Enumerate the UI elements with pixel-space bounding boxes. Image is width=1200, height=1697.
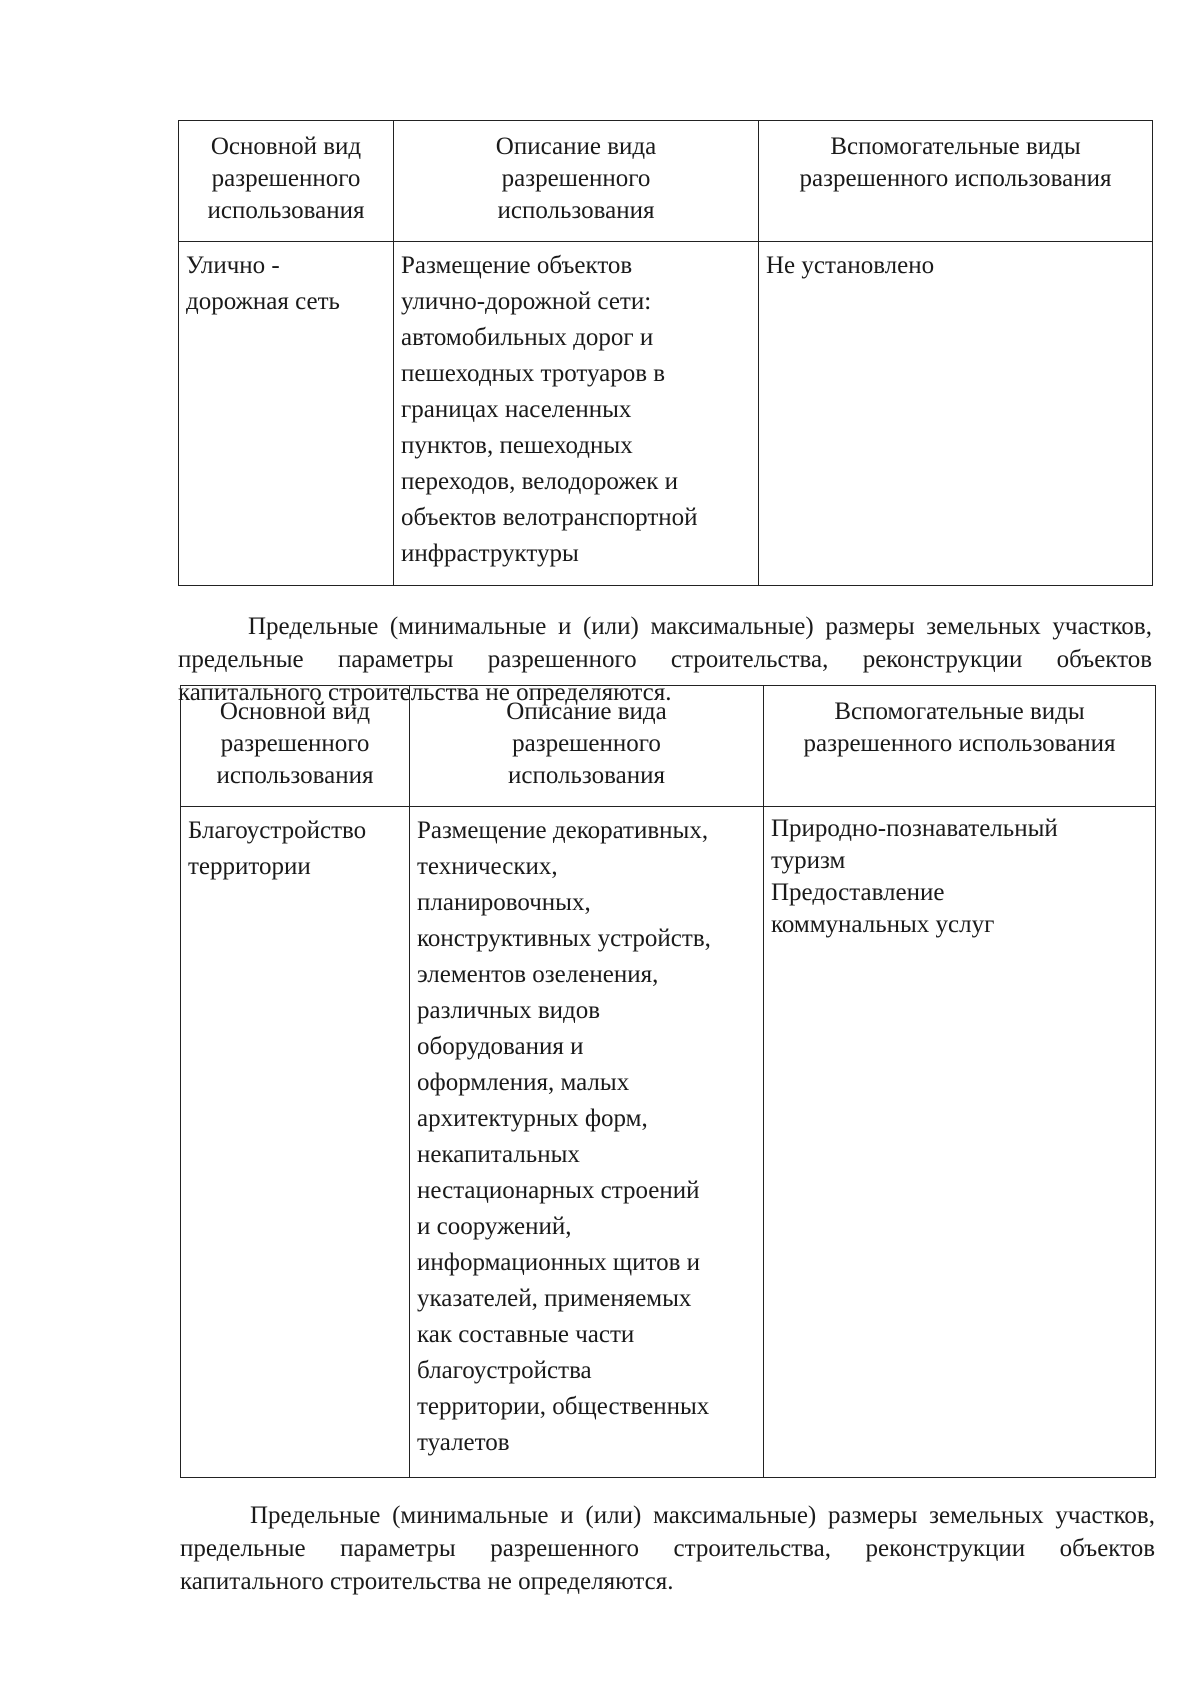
- table-row: [179, 242, 1153, 586]
- cell-description: Размещение декоративных, технических, планировочных, конструктивных устройств, элементов озеленения, различных видов оборудования и оформления, малых архитектурных форм, некапитальных нестационарных строений и сооружений, информационных щитов и указателей, применяемых как составные части благоустройства территории, общественных туалетов: [410, 807, 764, 1478]
- header-main-use: Основной вид разрешенного использования: [181, 686, 410, 807]
- cell-auxiliary-uses: Не установлено: [759, 242, 1153, 586]
- cell-main-use: Улично - дорожная сеть: [179, 242, 394, 586]
- limits-paragraph-2: Предельные (минимальные и (или) максимальные) размеры земельных участков, предельные параметры разрешенного строительства, реконструкции объектов капитального строительства не определяются.: [180, 1502, 1155, 1595]
- table-header-row: [179, 121, 1153, 242]
- header-auxiliary-uses: Вспомогательные виды разрешенного использования: [764, 686, 1156, 807]
- header-auxiliary-uses: Вспомогательные виды разрешенного использования: [759, 121, 1153, 242]
- table-row: [181, 807, 1156, 1478]
- header-description: Описание вида разрешенного использования: [394, 121, 759, 242]
- limits-paragraph-1: Предельные (минимальные и (или) максимальные) размеры земельных участков, предельные параметры разрешенного строительства, реконструкции объектов капитального строительства не определяются.: [178, 613, 1152, 706]
- cell-main-use: Благоустройство территории: [181, 807, 410, 1478]
- cell-auxiliary-uses: Природно-познавательный туризм Предоставление коммунальных услуг: [764, 807, 1156, 1478]
- land-use-table-2: [180, 685, 1156, 1478]
- cell-description: Размещение объектов улично-дорожной сети: автомобильных дорог и пешеходных тротуаров в границах населенных пунктов, пешеходных переходов, велодорожек и объектов велотранспортной инфраструктуры: [394, 242, 759, 586]
- header-description: Описание вида разрешенного использования: [410, 686, 764, 807]
- land-use-table-1: [178, 120, 1153, 586]
- header-main-use: Основной вид разрешенного использования: [179, 121, 394, 242]
- table-header-row: [181, 686, 1156, 807]
